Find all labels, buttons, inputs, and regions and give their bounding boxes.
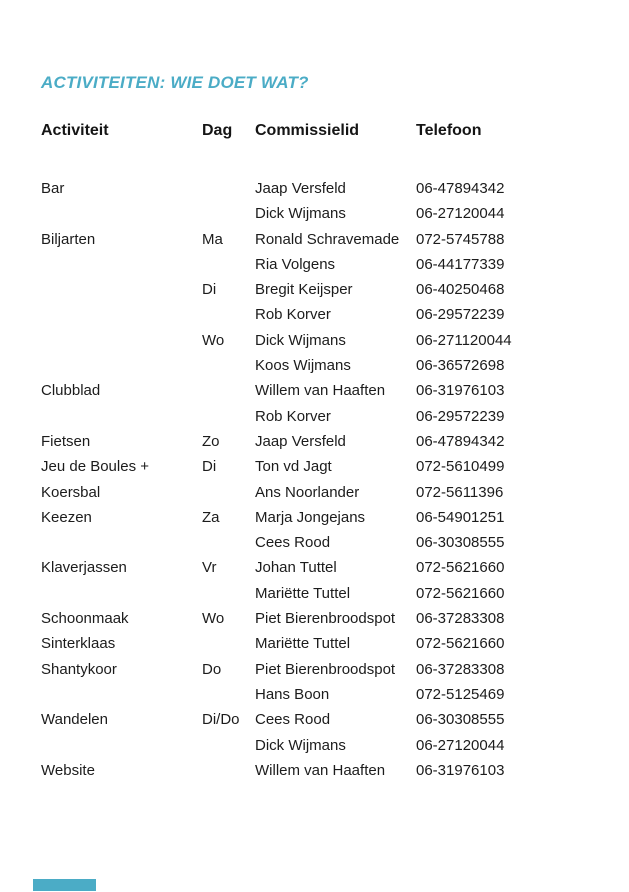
cell-activiteit: Jeu de Boules +: [41, 458, 149, 476]
cell-commissielid: Cees Rood: [255, 711, 331, 729]
page-title: ACTIVITEITEN: WIE DOET WAT?: [41, 73, 309, 92]
cell-telefoon: 06-27120044: [416, 736, 505, 754]
cell-commissielid: Ton vd Jagt: [255, 458, 332, 476]
cell-commissielid: Piet Bierenbroodspot: [255, 610, 396, 628]
cell-dag: Wo: [202, 331, 225, 349]
column-header-dag: Dag: [202, 122, 233, 139]
table-row: [41, 581, 589, 606]
cell-telefoon: 06-47894342: [416, 432, 505, 450]
cell-telefoon: 072-5621660: [416, 635, 505, 653]
cell-commissielid: Rob Korver: [255, 306, 331, 324]
cell-activiteit: Keezen: [41, 508, 92, 526]
cell-telefoon: 072-5611396: [416, 483, 504, 501]
table-row: [41, 429, 589, 454]
column-header-telefoon: Telefoon: [416, 122, 482, 139]
cell-telefoon: 06-54901251: [416, 508, 505, 526]
table-row: [41, 378, 589, 403]
cell-activiteit: Koersbal: [41, 483, 101, 501]
column-header-activiteit: Activiteit: [41, 122, 109, 139]
table-row: [41, 328, 589, 353]
cell-commissielid: Hans Boon: [255, 685, 330, 703]
cell-commissielid: Rob Korver: [255, 407, 331, 425]
cell-commissielid: Mariëtte Tuttel: [255, 584, 351, 602]
cell-activiteit: Biljarten: [41, 230, 96, 248]
cell-dag: Di: [202, 458, 217, 476]
cell-activiteit: Shantykoor: [41, 660, 117, 678]
cell-telefoon: 072-5621660: [416, 559, 505, 577]
table-row: [41, 201, 589, 226]
cell-activiteit: Clubblad: [41, 382, 101, 400]
cell-telefoon: 06-27120044: [416, 205, 505, 223]
cell-activiteit: Schoonmaak: [41, 610, 129, 628]
cell-telefoon: 06-30308555: [416, 534, 505, 552]
table-row: [41, 480, 589, 505]
table-row: [41, 682, 589, 707]
cell-commissielid: Jaap Versfeld: [255, 180, 346, 197]
cell-activiteit: Sinterklaas: [41, 635, 116, 653]
cell-commissielid: Jaap Versfeld: [255, 432, 346, 450]
cell-telefoon: 06-31976103: [416, 382, 505, 400]
cell-telefoon: 06-37283308: [416, 660, 505, 678]
table-row: [41, 733, 589, 758]
cell-commissielid: Koos Wijmans: [255, 357, 351, 375]
cell-activiteit: Website: [41, 761, 95, 779]
cell-dag: Di: [202, 281, 217, 299]
cell-telefoon: 06-36572698: [416, 357, 505, 375]
cell-commissielid: Dick Wijmans: [255, 331, 346, 349]
cell-commissielid: Ria Volgens: [255, 255, 336, 273]
cell-commissielid: Cees Rood: [255, 534, 331, 552]
cell-dag: Do: [202, 660, 222, 678]
cell-telefoon: 072-5621660: [416, 584, 505, 602]
table-row: [41, 505, 589, 530]
cell-dag: Za: [202, 508, 220, 526]
table-row: [41, 176, 589, 201]
table-row: [41, 606, 589, 631]
cell-commissielid: Bregit Keijsper: [255, 281, 353, 299]
cell-telefoon: 06-30308555: [416, 711, 505, 729]
cell-commissielid: Willem van Haaften: [255, 382, 386, 400]
table-row: [41, 454, 589, 479]
cell-dag: Wo: [202, 610, 225, 628]
cell-commissielid: Willem van Haaften: [255, 761, 386, 779]
table-header-row: [41, 118, 589, 144]
table-row: [41, 631, 589, 656]
cell-telefoon: 06-37283308: [416, 610, 505, 628]
cell-telefoon: 06-271120044: [416, 331, 512, 349]
cell-commissielid: Dick Wijmans: [255, 736, 346, 754]
cell-telefoon: 072-5745788: [416, 230, 505, 248]
cell-telefoon: 06-40250468: [416, 281, 505, 299]
cell-activiteit: Bar: [41, 180, 65, 197]
cell-telefoon: 06-44177339: [416, 255, 505, 273]
cell-commissielid: Marja Jongejans: [255, 508, 366, 526]
cell-activiteit: Fietsen: [41, 432, 91, 450]
table-row: [41, 277, 589, 302]
table-rows: [41, 176, 589, 783]
table-row: [41, 227, 589, 252]
cell-dag: Ma: [202, 230, 223, 248]
table-row: [41, 657, 589, 682]
cell-activiteit: Wandelen: [41, 711, 108, 729]
cell-activiteit: Klaverjassen: [41, 559, 127, 577]
cell-commissielid: Ans Noorlander: [255, 483, 360, 501]
cell-dag: Vr: [202, 559, 217, 577]
cell-telefoon: 072-5125469: [416, 685, 505, 703]
cell-dag: Zo: [202, 432, 220, 450]
cell-commissielid: Piet Bierenbroodspot: [255, 660, 396, 678]
table-row: [41, 707, 589, 732]
cell-telefoon: 06-29572239: [416, 306, 505, 324]
cell-telefoon: 06-47894342: [416, 180, 505, 197]
table-row: [41, 530, 589, 555]
cell-commissielid: Johan Tuttel: [255, 559, 337, 577]
table-row: [41, 252, 589, 277]
footer-accent-bar: [33, 879, 96, 891]
cell-commissielid: Dick Wijmans: [255, 205, 346, 223]
table-row: [41, 758, 589, 783]
table-row: [41, 302, 589, 327]
table-row: [41, 404, 589, 429]
table-row: [41, 353, 589, 378]
cell-dag: Di/Do: [202, 711, 240, 729]
cell-commissielid: Ronald Schravemade: [255, 230, 400, 248]
table-row: [41, 555, 589, 580]
cell-telefoon: 072-5610499: [416, 458, 505, 476]
cell-telefoon: 06-29572239: [416, 407, 505, 425]
cell-telefoon: 06-31976103: [416, 761, 505, 779]
cell-commissielid: Mariëtte Tuttel: [255, 635, 351, 653]
column-header-commissielid: Commissielid: [255, 122, 360, 139]
